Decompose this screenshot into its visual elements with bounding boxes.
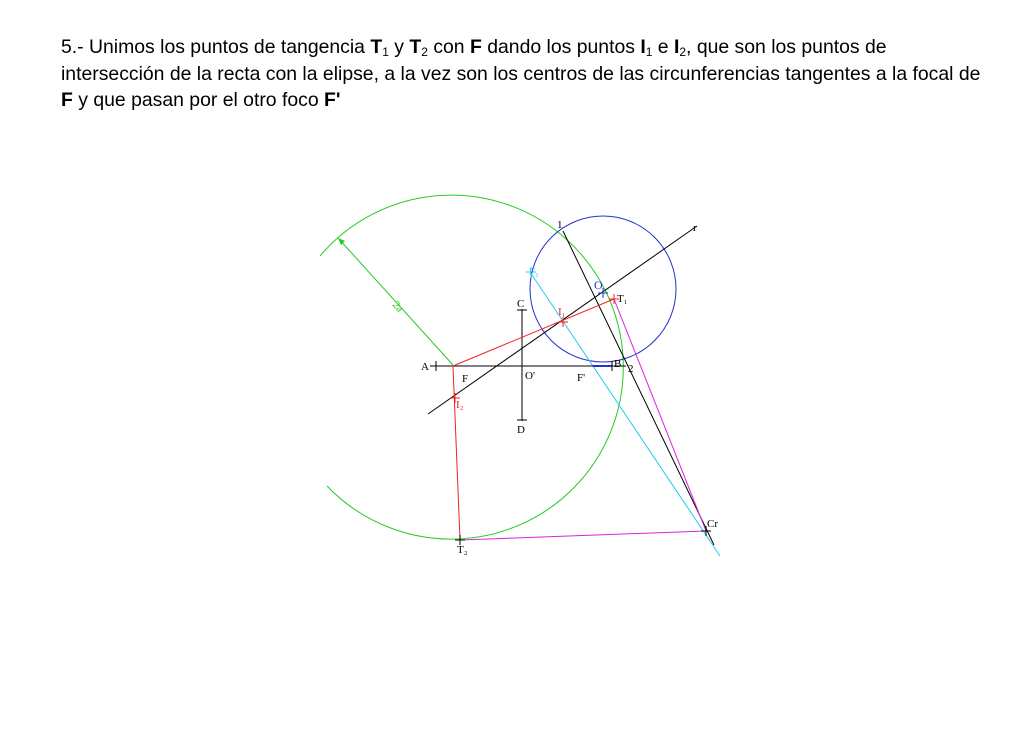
caption-part: , que son los puntos de intersección de la recta con la elipse, a la vez son los centros de las circunferencias tangentes a la focal de [61, 36, 981, 85]
caption-part: y [388, 36, 410, 58]
caption-part: con [427, 36, 470, 58]
caption-bold: T [409, 36, 422, 58]
caption-sub: 1 [382, 45, 389, 59]
label-d: D [517, 424, 525, 436]
caption-bold: F' [324, 89, 341, 111]
caption-sub: 2 [679, 45, 687, 59]
label-r: r [693, 222, 697, 234]
label-f1: F₁ [529, 266, 539, 278]
line-1-cr [563, 231, 714, 545]
magenta-line-t1-cr [614, 299, 706, 531]
caption-part: 5.- Unimos los puntos de tangencia [61, 36, 371, 58]
label-i1: I₁ [558, 306, 566, 318]
label-t2: T₂ [457, 544, 468, 556]
caption-bold: F [61, 89, 73, 111]
label-2: 2 [628, 363, 634, 375]
caption-sub: 2 [421, 45, 428, 59]
focal-circle-arc [320, 195, 623, 539]
caption-bold: T [370, 36, 383, 58]
label-1: 1 [557, 219, 563, 231]
caption-sub: 1 [645, 45, 653, 59]
label-a: A [421, 361, 429, 373]
caption-bold: I [640, 36, 646, 58]
label-i2: I₂ [456, 399, 464, 411]
label-t1: T₁ [617, 293, 628, 305]
caption-bold: I [673, 36, 680, 58]
label-b: B [614, 358, 622, 370]
label-oprime: O' [525, 370, 535, 382]
caption-bold: F [469, 36, 482, 58]
magenta-line-t2-cr [460, 531, 706, 540]
caption-part: y que pasan por el otro foco [72, 89, 325, 111]
label-c: C [517, 298, 525, 310]
label-cr: Cr [707, 518, 718, 530]
label-2a: 2a [389, 298, 406, 315]
label-f: F [462, 373, 469, 385]
caption-part: dando los puntos [481, 36, 641, 58]
red-line-f-t1 [453, 299, 614, 366]
label-o: O [594, 278, 603, 292]
caption-part: e [652, 36, 674, 58]
label-fprime: F' [577, 372, 586, 384]
